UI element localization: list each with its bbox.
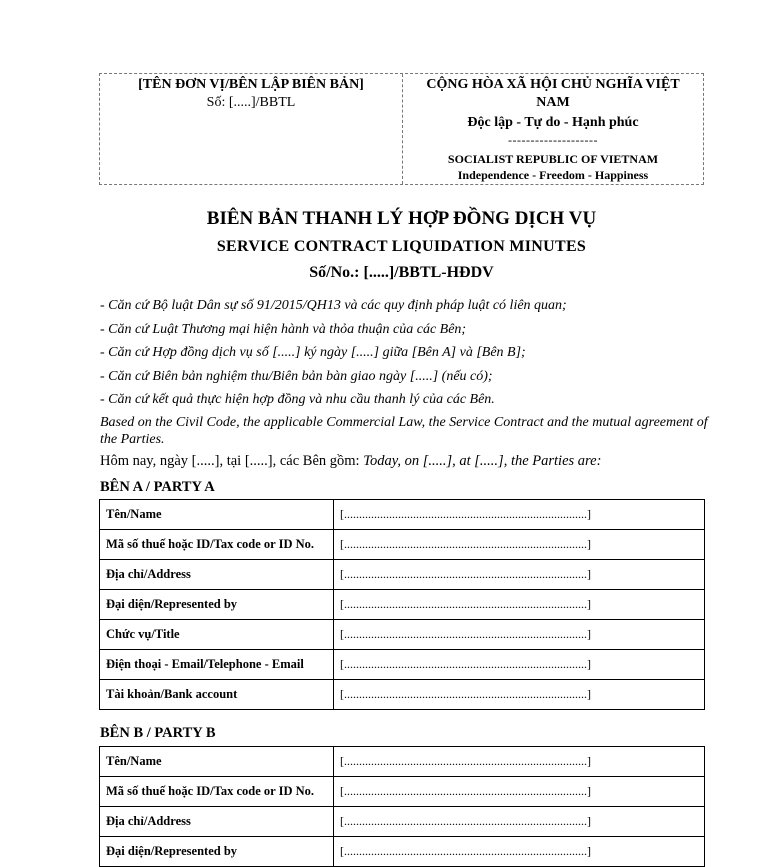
field-label: Điện thoại - Email/Telephone - Email (100, 650, 334, 680)
national-title: CỘNG HÒA XÃ HỘI CHỦ NGHĨA VIỆT NAM (426, 77, 680, 110)
national-title-en: SOCIALIST REPUBLIC OF VIETNAM (447, 152, 659, 166)
party-a-heading: BÊN A / PARTY A (100, 479, 215, 495)
header-left-cell (100, 74, 403, 184)
header-separator: -------------------- (508, 133, 598, 147)
field-value[interactable]: [.................................................................................] (334, 560, 705, 590)
table-row (100, 680, 705, 710)
table-row (100, 777, 705, 807)
field-label: Tên/Name (100, 747, 334, 777)
field-value[interactable]: [.................................................................................] (334, 777, 705, 807)
today-en: Today, on [.....], at [.....], the Parties are: (363, 453, 602, 469)
table-row (100, 747, 705, 777)
minutes-number: Số: [.....]/BBTL (206, 95, 296, 110)
field-label: Tài khoản/Bank account (100, 680, 334, 710)
field-label: Địa chỉ/Address (100, 807, 334, 837)
document-title-en: SERVICE CONTRACT LIQUIDATION MINUTES (216, 238, 587, 255)
field-value[interactable]: [.................................................................................] (334, 500, 705, 530)
field-value[interactable]: [.................................................................................] (334, 747, 705, 777)
field-value[interactable]: [.................................................................................] (334, 530, 705, 560)
header-right-cell (403, 74, 703, 184)
field-value[interactable]: [.................................................................................] (334, 837, 705, 867)
basis-line: - Căn cứ kết quả thực hiện hợp đồng và nhu cầu thanh lý của các Bên. (100, 392, 495, 407)
table-row (100, 560, 705, 590)
table-row (100, 650, 705, 680)
unit-name: [TÊN ĐƠN VỊ/BÊN LẬP BIÊN BẢN] (138, 77, 364, 92)
table-row (100, 837, 705, 867)
legal-basis (100, 294, 708, 448)
field-label: Địa chỉ/Address (100, 560, 334, 590)
table-row (100, 620, 705, 650)
today-vi: Hôm nay, ngày [.....], tại [.....], các Bên gồm: (100, 453, 364, 469)
basis-line: - Căn cứ Luật Thương mại hiện hành và thỏa thuận của các Bên; (100, 321, 467, 337)
table-row (100, 530, 705, 560)
field-label: Đại diện/Represented by (100, 590, 334, 620)
field-label: Mã số thuế hoặc ID/Tax code or ID No. (100, 777, 334, 807)
field-value[interactable]: [.................................................................................] (334, 680, 705, 710)
party-b-heading: BÊN B / PARTY B (100, 725, 216, 741)
field-label: Mã số thuế hoặc ID/Tax code or ID No. (100, 530, 334, 560)
document-number: Số/No.: [.....]/BBTL-HĐDV (309, 264, 494, 281)
field-label: Chức vụ/Title (100, 620, 334, 650)
field-value[interactable]: [.................................................................................] (334, 807, 705, 837)
party-b-table (99, 746, 705, 867)
field-label: Tên/Name (100, 500, 334, 530)
table-row (100, 500, 705, 530)
field-value[interactable]: [.................................................................................] (334, 620, 705, 650)
basis-english: Based on the Civil Code, the applicable Commercial Law, the Service Contract and the mutual agreement of the Parties. (100, 414, 708, 447)
header-box (99, 73, 704, 185)
national-motto-en: Independence - Freedom - Happiness (457, 168, 649, 182)
table-row (100, 590, 705, 620)
basis-line: - Căn cứ Bộ luật Dân sự số 91/2015/QH13 và các quy định pháp luật có liên quan; (100, 298, 567, 313)
national-motto: Độc lập - Tự do - Hạnh phúc (467, 115, 639, 130)
table-row (100, 807, 705, 837)
field-value[interactable]: [.................................................................................] (334, 590, 705, 620)
field-label: Đại diện/Represented by (100, 837, 334, 867)
document-title-vi: BIÊN BẢN THANH LÝ HỢP ĐỒNG DỊCH VỤ (206, 208, 597, 229)
basis-line: - Căn cứ Hợp đồng dịch vụ số [.....] ký ngày [.....] giữa [Bên A] và [Bên B]; (100, 345, 526, 360)
party-a-table (99, 499, 705, 710)
field-value[interactable]: [.................................................................................] (334, 650, 705, 680)
basis-line: - Căn cứ Biên bản nghiệm thu/Biên bản bàn giao ngày [.....] (nếu có); (100, 368, 493, 384)
today-line (100, 451, 601, 471)
